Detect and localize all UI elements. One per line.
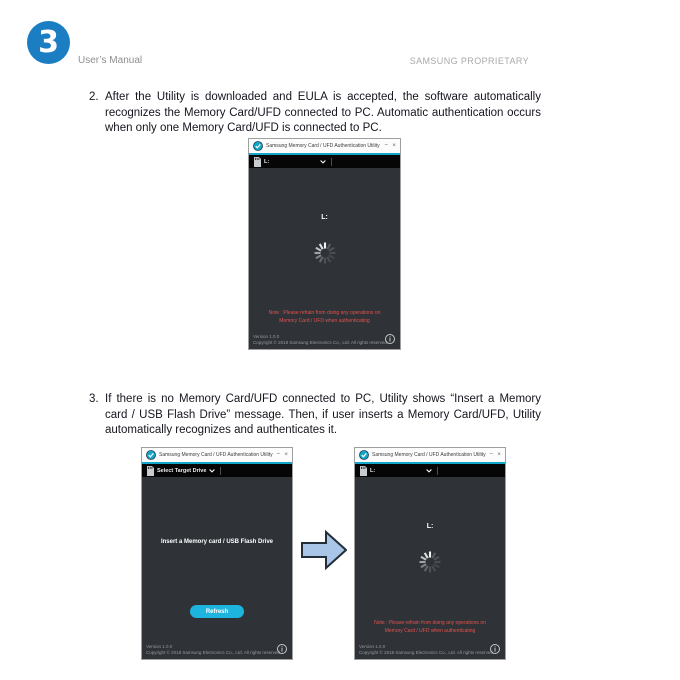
window-footer (253, 334, 388, 346)
insert-drive-message: Insert a Memory card / USB Flash Drive (160, 539, 274, 545)
drive-select-dropdown (370, 468, 432, 474)
auth-warning-line1: Note : Please refrain from doing any operations on (374, 620, 486, 626)
step-item-2 (89, 90, 541, 137)
check-badge-icon (253, 141, 263, 151)
close-button: × (497, 451, 501, 458)
info-icon (490, 644, 500, 654)
window-title: Samsung Memory Card / UFD Authentication Utility (266, 143, 380, 149)
right-arrow-icon (301, 528, 347, 572)
drive-toolbar (142, 464, 292, 477)
authenticating-drive-label: L: (321, 214, 328, 221)
chapter-number-badge: 3 (27, 21, 70, 64)
figure-authenticating-window (354, 447, 506, 660)
auth-warning-line2: Memory Card / UFD when authenticating (384, 627, 476, 634)
selected-drive-label: L: (370, 467, 376, 474)
step-number: 3. (89, 393, 99, 405)
window-title: Samsung Memory Card / UFD Authentication Utility (159, 452, 273, 458)
check-badge-icon (146, 450, 156, 460)
step-item-3 (89, 392, 541, 439)
version-label: Version 1.0.0 (359, 644, 386, 649)
sd-card-icon (359, 466, 367, 476)
refresh-button: Refresh (190, 605, 244, 618)
step-text: If there is no Memory Card/UFD connected to PC, Utility shows “Insert a Memory card / USB Flash Drive” message. Then, if user inserts a Memory Card/UFD, Utility automatically recognizes and authenticates it. (105, 393, 541, 436)
auth-warning-line2: Memory Card / UFD when authenticating (279, 317, 370, 324)
close-button: × (284, 451, 288, 458)
close-button: × (392, 142, 396, 149)
figure-auto-auth-window (248, 138, 401, 350)
info-icon (277, 644, 287, 654)
chevron-down-icon (209, 469, 215, 473)
loading-spinner-icon (312, 240, 338, 266)
window-title: Samsung Memory Card / UFD Authentication Utility (372, 452, 486, 458)
version-label: Version 1.0.0 (253, 334, 280, 339)
toolbar-separator (437, 467, 438, 475)
proprietary-label: SAMSUNG PROPRIETARY (409, 56, 529, 66)
chevron-down-icon (426, 469, 432, 473)
window-titlebar (355, 448, 505, 464)
check-badge-icon (359, 450, 369, 460)
drive-select-dropdown (157, 468, 215, 474)
drive-toolbar (355, 464, 505, 477)
selected-drive-label: L: (264, 158, 270, 165)
sd-card-icon (253, 157, 261, 167)
info-icon (385, 334, 395, 344)
window-controls (489, 452, 501, 458)
auth-warning-note (355, 620, 505, 635)
figure-empty-window (141, 447, 293, 660)
chevron-down-icon (320, 160, 326, 164)
version-label: Version 1.0.0 (146, 644, 173, 649)
window-titlebar (142, 448, 292, 464)
auth-warning-line1: Note : Please refrain from doing any operations on (268, 310, 381, 316)
select-drive-placeholder: Select Target Drive (157, 467, 207, 474)
auth-warning-note (249, 310, 400, 325)
drive-toolbar (249, 155, 400, 168)
drive-select-dropdown (264, 159, 326, 165)
minimize-button: − (489, 451, 494, 458)
step-text: After the Utility is downloaded and EULA is accepted, the software automatically recognizes the Memory Card/UFD connected to PC. Automatic authentication occurs when only one Memory Card/UFD is connected to PC. (105, 91, 541, 134)
minimize-button: − (384, 142, 389, 149)
window-controls (276, 452, 288, 458)
minimize-button: − (276, 451, 281, 458)
copyright-label: Copyright © 2018 Samsung Electronics Co., Ltd. All rights reserved. (359, 650, 495, 655)
window-titlebar (249, 139, 400, 155)
step-number: 2. (89, 91, 99, 103)
toolbar-separator (220, 467, 221, 475)
window-body (249, 168, 400, 349)
window-body (142, 477, 292, 659)
window-controls (384, 143, 396, 149)
toolbar-separator (331, 158, 332, 166)
copyright-label: Copyright © 2018 Samsung Electronics Co., Ltd. All rights reserved. (146, 650, 282, 655)
loading-spinner-icon (417, 549, 443, 575)
sd-card-icon (146, 466, 154, 476)
doc-type-label: User’s Manual (78, 55, 143, 66)
window-body (355, 477, 505, 659)
authenticating-drive-label: L: (426, 523, 434, 530)
window-footer (359, 644, 494, 656)
copyright-label: Copyright © 2018 Samsung Electronics Co., Ltd. All rights reserved. (253, 340, 389, 345)
window-footer (146, 644, 281, 656)
